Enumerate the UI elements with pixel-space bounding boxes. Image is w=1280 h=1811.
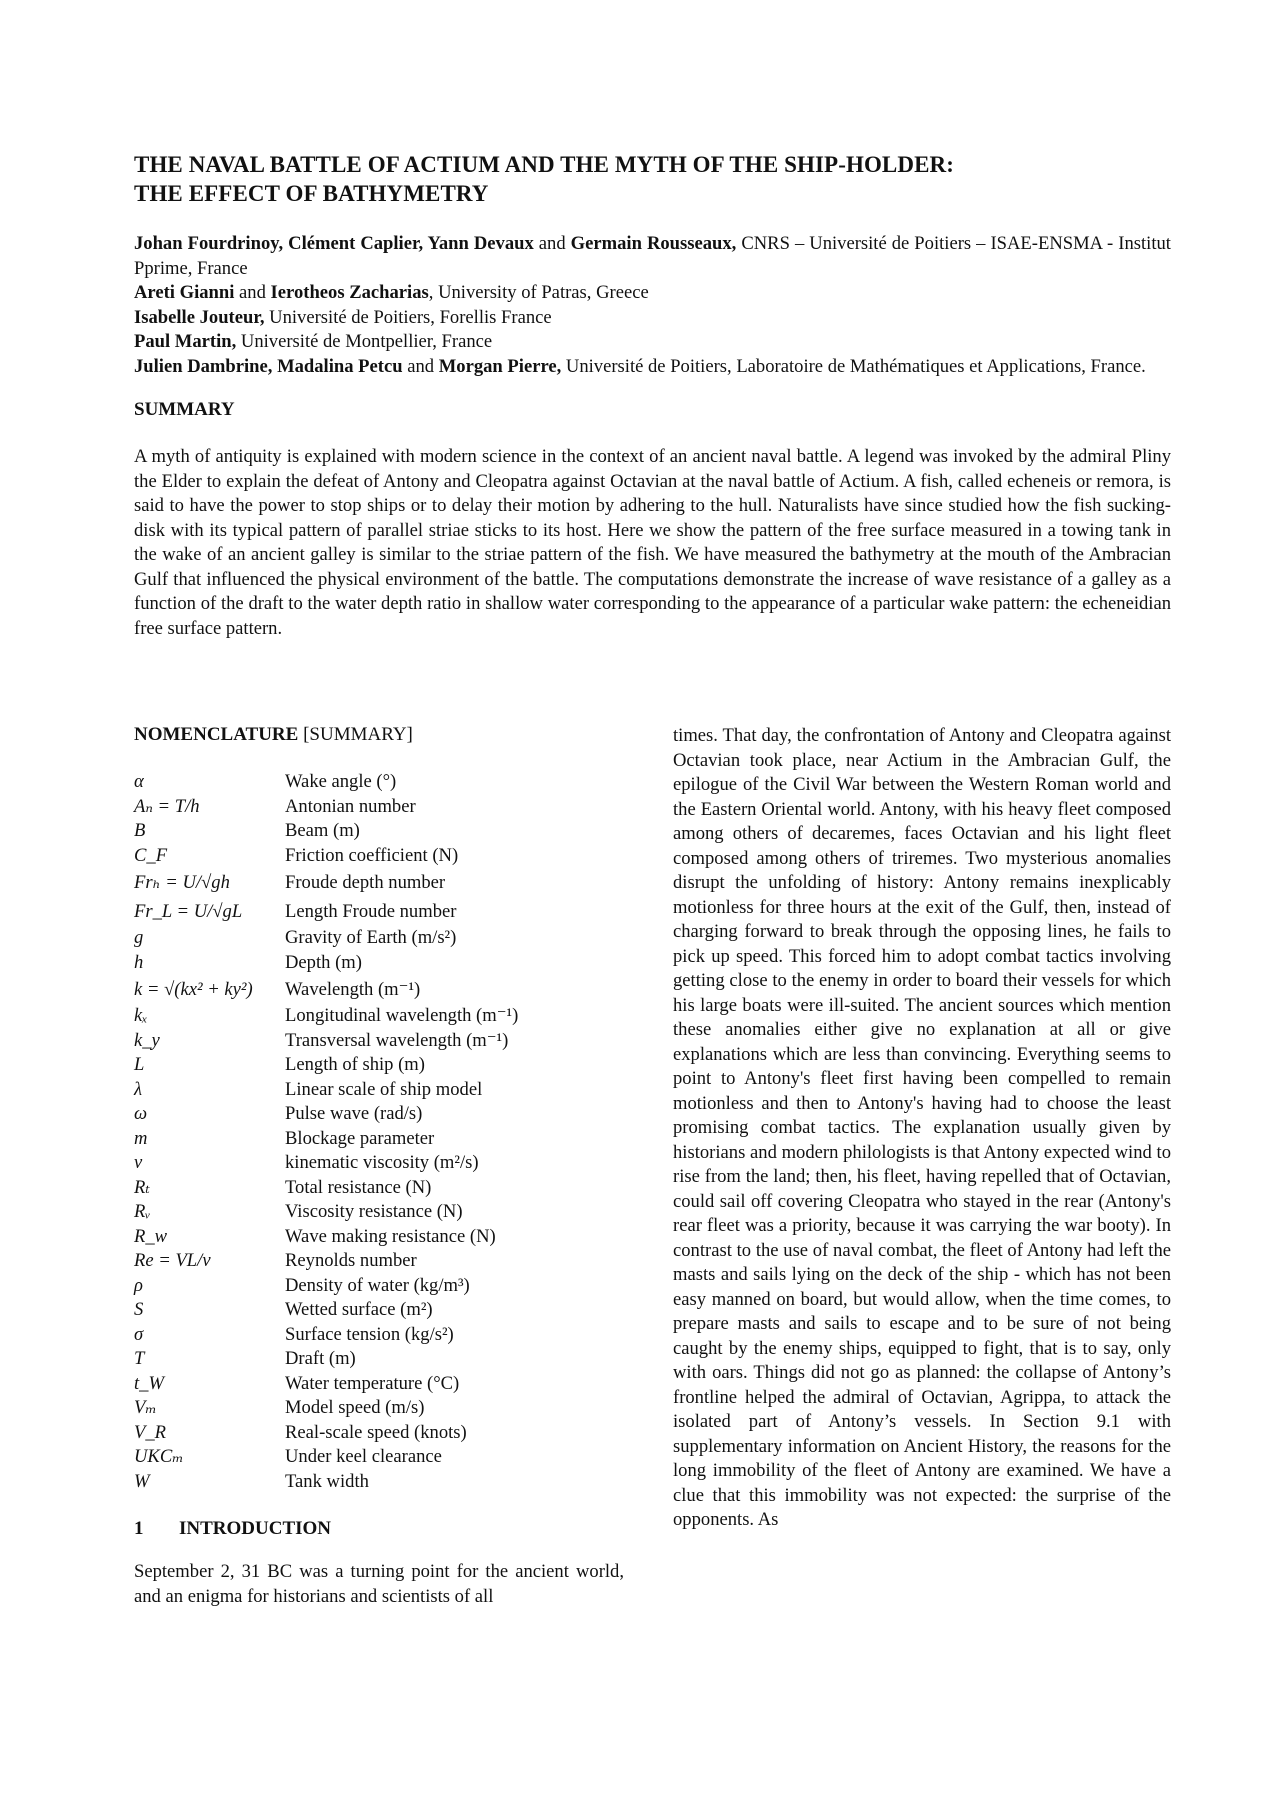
title-line-2: THE EFFECT OF BATHYMETRY — [134, 181, 489, 206]
nomenclature-description: Viscosity resistance (N) — [285, 1201, 463, 1223]
author-names: Julien Dambrine, Madalina Petcu — [134, 355, 403, 377]
nomenclature-row — [134, 1151, 518, 1176]
nomenclature-symbol: V_R — [134, 1421, 167, 1443]
title-line-1: THE NAVAL BATTLE OF ACTIUM AND THE MYTH OF THE SHIP-HOLDER: — [134, 152, 954, 177]
nomenclature-table — [134, 770, 518, 1494]
section-title: INTRODUCTION — [179, 1518, 332, 1539]
author-names: Ierotheos Zacharias — [270, 282, 429, 303]
nomenclature-description: Model speed (m/s) — [285, 1397, 425, 1419]
nomenclature-row — [134, 819, 518, 844]
nomenclature-description: Friction coefficient (N) — [285, 844, 459, 866]
paper-page — [134, 150, 1171, 1607]
nomenclature-description: Froude depth number — [285, 871, 446, 893]
nomenclature-description: Linear scale of ship model — [285, 1078, 483, 1100]
nomenclature-description: Tank width — [285, 1470, 369, 1492]
nomenclature-row — [134, 1421, 518, 1446]
nomenclature-description: Beam (m) — [285, 820, 360, 842]
nomenclature-description: Longitudinal wavelength (m⁻¹) — [285, 1005, 519, 1027]
nomenclature-row — [134, 1372, 518, 1397]
nomenclature-description: Wavelength (m⁻¹) — [285, 978, 421, 1000]
nomenclature-row — [134, 975, 518, 1004]
author-affiliation: Université de Poitiers, Forellis France — [264, 306, 552, 328]
nomenclature-symbol: R_w — [134, 1225, 168, 1247]
nomenclature-description: Length of ship (m) — [285, 1054, 425, 1076]
nomenclature-description: kinematic viscosity (m²/s) — [285, 1152, 479, 1174]
author-line — [134, 232, 1171, 281]
author-conjunction: and — [533, 233, 571, 254]
nomenclature-symbol: L — [134, 1054, 145, 1076]
author-line — [134, 330, 1171, 355]
nomenclature-description: Density of water (kg/m³) — [285, 1274, 470, 1296]
nomenclature-description: Depth (m) — [285, 951, 362, 973]
introduction-paragraph-left: September 2, 31 BC was a turning point for the ancient world, and an enigma for historians and scientists of all — [134, 1561, 624, 1607]
author-names: Morgan Pierre, — [438, 355, 562, 377]
nomenclature-description: Draft (m) — [285, 1348, 356, 1370]
nomenclature-row — [134, 1029, 518, 1054]
nomenclature-description: Length Froude number — [285, 900, 457, 922]
nomenclature-row — [134, 1274, 518, 1299]
nomenclature-symbol: k = √(kx² + ky²) — [134, 978, 253, 1000]
nomenclature-symbol: UKCₘ — [134, 1446, 184, 1468]
introduction-paragraph-right: times. That day, the confrontation of Antony and Cleopatra against Octavian took place, near Actium in the Ambracian Gulf, the epilogue of the Civil War between the Western Roman world and the Eastern Oriental world. Antony, with his heavy fleet composed among others of decaremes, faces Octavian and his light fleet composed among others of triremes. Two mysterious anomalies disrupt the unfolding of history: Antony remains inexplicably motionless for three hours at the exit of the Gulf, then, instead of charging forward to break through the opposing lines, he fails to pick up speed. This forced him to adopt combat tactics involving getting close to the enemy in order to board their vessels for which his large boats were ill-suited. The ancient sources which mention these anomalies either give no explanation at all or give explanations which are less than convincing. Everything seems to point to Antony's fleet first having been compelled to remain motionless and then to Antony's having had to choose the least promising combat tactics. The explanation usually given by historians and modern philologists is that Antony expected wind to rise from the land; then, his fleet, having repelled that of Octavian, could sail off covering Cleopatra who stayed in the rear (Antony's rear fleet was a priority, because it was carrying the war booty). In contrast to the use of naval combat, the fleet of Antony had left the masts and sails lying on the deck of the ship - which has not been easy manned on board, but would allow, when the time comes, to prepare masts and sails to escape and to be sure of not being caught by the enemy ships, equipped to fight, that is to say, only with oars. Things did not go as planned: the collapse of Antony’s frontline helped the admiral of Octavian, Agrippa, to attack the isolated part of Antony’s vessels. In Section 9.1 with supplementary information on Ancient History, the reasons for the long immobility of the fleet of Antony are examined. We have a clue that this immobility was not expected: the surprise of the opponents. As — [673, 725, 1171, 1530]
nomenclature-row — [134, 1004, 518, 1029]
author-conjunction: and — [402, 355, 439, 377]
nomenclature-row — [134, 1078, 518, 1103]
author-line — [134, 281, 1171, 306]
nomenclature-row — [134, 1323, 518, 1348]
nomenclature-symbol: B — [134, 820, 146, 842]
nomenclature-row — [134, 951, 518, 976]
nomenclature-symbol: k_y — [134, 1029, 160, 1051]
author-affiliation: Université de Montpellier, France — [236, 331, 493, 352]
nomenclature-row — [134, 1298, 518, 1323]
nomenclature-row — [134, 1347, 518, 1372]
nomenclature-symbol: Rₜ — [134, 1176, 150, 1198]
nomenclature-row — [134, 897, 518, 926]
nomenclature-row — [134, 795, 518, 820]
nomenclature-symbol: σ — [134, 1323, 144, 1345]
author-affiliation: , University of Patras, Greece — [428, 282, 649, 303]
author-names: Johan Fourdrinoy, Clément Caplier, Yann Devaux — [134, 233, 534, 254]
nomenclature-description: Under keel clearance — [285, 1446, 442, 1468]
author-line — [134, 355, 1171, 380]
nomenclature-row — [134, 1102, 518, 1127]
nomenclature-symbol: ρ — [134, 1274, 143, 1296]
nomenclature-row — [134, 1127, 518, 1152]
nomenclature-description: Transversal wavelength (m⁻¹) — [285, 1029, 509, 1051]
left-column — [134, 724, 624, 1609]
author-names: Paul Martin, — [134, 331, 237, 352]
nomenclature-description: Blockage parameter — [285, 1127, 435, 1149]
nomenclature-subtitle: [SUMMARY] — [298, 724, 413, 745]
nomenclature-symbol: Vₘ — [134, 1397, 157, 1419]
nomenclature-symbol: α — [134, 771, 144, 793]
nomenclature-symbol: Aₙ = T/h — [134, 795, 200, 817]
nomenclature-row — [134, 1249, 518, 1274]
nomenclature-description: Wave making resistance (N) — [285, 1225, 496, 1247]
section-number: 1 — [134, 1518, 144, 1539]
nomenclature-row — [134, 1396, 518, 1421]
nomenclature-row — [134, 844, 518, 869]
nomenclature-row — [134, 1200, 518, 1225]
nomenclature-description: Gravity of Earth (m/s²) — [285, 927, 457, 949]
nomenclature-description: Antonian number — [285, 795, 416, 817]
nomenclature-row — [134, 1470, 518, 1495]
nomenclature-symbol: C_F — [134, 844, 168, 866]
nomenclature-description: Surface tension (kg/s²) — [285, 1323, 454, 1345]
nomenclature-symbol: ω — [134, 1103, 148, 1125]
nomenclature-symbol: t_W — [134, 1372, 164, 1394]
nomenclature-symbol: W — [134, 1470, 150, 1492]
nomenclature-row — [134, 868, 518, 897]
author-names: Germain Rousseaux, — [570, 233, 737, 254]
nomenclature-symbol: S — [134, 1299, 144, 1321]
nomenclature-title: NOMENCLATURE — [134, 724, 299, 745]
summary-heading: SUMMARY — [134, 399, 235, 420]
nomenclature-description: Water temperature (°C) — [285, 1372, 460, 1394]
nomenclature-row — [134, 1225, 518, 1250]
introduction-heading — [134, 1518, 624, 1540]
nomenclature-symbol: T — [134, 1348, 145, 1370]
nomenclature-symbol: Rᵥ — [134, 1201, 151, 1223]
author-affiliation: CNRS – Université de Poitiers – ISAE-ENSMA - Institut Pprime, France — [134, 233, 1171, 279]
right-column — [673, 724, 1171, 1533]
nomenclature-row — [134, 926, 518, 951]
nomenclature-description: Total resistance (N) — [285, 1176, 432, 1198]
nomenclature-symbol: m — [134, 1127, 148, 1149]
author-names: Isabelle Jouteur, — [134, 306, 265, 328]
nomenclature-symbol: Re = VL/ν — [134, 1250, 211, 1272]
nomenclature-row — [134, 1176, 518, 1201]
author-conjunction: and — [234, 282, 271, 303]
nomenclature-symbol: g — [134, 927, 144, 949]
summary-text: A myth of antiquity is explained with modern science in the context of an ancient naval battle. A legend was invoked by the admiral Pliny the Elder to explain the defeat of Antony and Cleopatra against Octavian at the naval battle of Actium. A fish, called echeneis or remora, is said to have the power to stop ships or to delay their motion by adhering to the hull. Naturalists have since studied how the fish sucking-disk with its typical pattern of parallel striae sticks to its host. Here we show the pattern of the free surface measured in a towing tank in the wake of an ancient galley is similar to the striae pattern of the fish. We have measured the bathymetry at the mouth of the Ambracian Gulf that influenced the physical environment of the battle. The computations demonstrate the increase of wave resistance of a galley as a function of the draft to the water depth ratio in shallow water corresponding to the appearance of a particular wake pattern: the echeneidian free surface pattern. — [134, 446, 1171, 639]
nomenclature-symbol: Fr_L = U/√gL — [134, 900, 243, 922]
nomenclature-heading — [134, 724, 624, 746]
nomenclature-description: Real-scale speed (knots) — [285, 1421, 467, 1443]
nomenclature-description: Reynolds number — [285, 1250, 417, 1272]
nomenclature-symbol: ν — [134, 1152, 143, 1174]
nomenclature-description: Wetted surface (m²) — [285, 1299, 433, 1321]
author-list — [134, 232, 1171, 379]
nomenclature-symbol: h — [134, 951, 144, 973]
nomenclature-symbol: Frₕ = U/√gh — [134, 871, 230, 893]
author-line — [134, 306, 1171, 331]
nomenclature-row — [134, 770, 518, 795]
nomenclature-description: Wake angle (°) — [285, 771, 397, 793]
paper-title — [134, 150, 1171, 208]
nomenclature-symbol: λ — [134, 1078, 143, 1100]
nomenclature-symbol: kₓ — [134, 1005, 148, 1027]
nomenclature-row — [134, 1445, 518, 1470]
nomenclature-description: Pulse wave (rad/s) — [285, 1103, 423, 1125]
author-names: Areti Gianni — [134, 282, 235, 303]
author-affiliation: Université de Poitiers, Laboratoire de Mathématiques et Applications, France. — [561, 355, 1146, 377]
nomenclature-row — [134, 1053, 518, 1078]
